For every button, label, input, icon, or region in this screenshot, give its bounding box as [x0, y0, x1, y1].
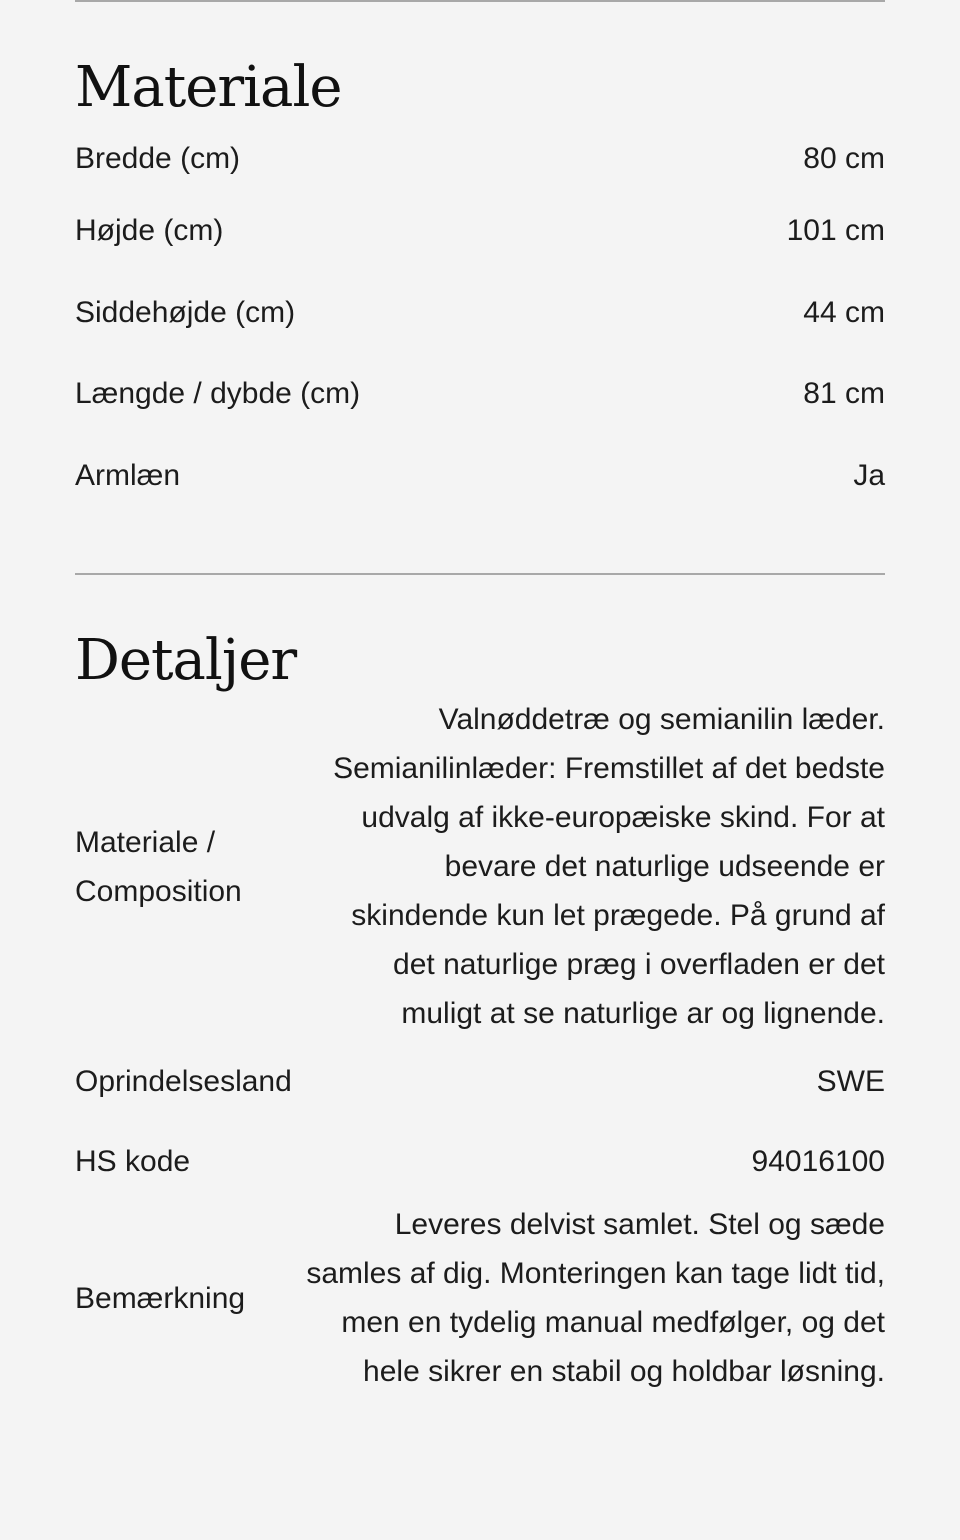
- spec-row-materiale-composition: [75, 695, 885, 1038]
- spec-row-bredde: [75, 126, 885, 190]
- detaljer-table: [75, 695, 885, 1396]
- spec-label: HS kode: [75, 1144, 191, 1178]
- spec-label: Materiale / Composition: [75, 825, 242, 908]
- spec-value: 44 cm: [803, 295, 885, 329]
- spec-label: Armlæn: [75, 458, 181, 492]
- spec-row-armlaen: [75, 435, 885, 517]
- spec-label: Bemærkning: [75, 1281, 246, 1315]
- spec-label: Højde (cm): [75, 214, 224, 248]
- spec-row-hojde: [75, 190, 885, 272]
- spec-value: Leveres delvist samlet. Stel og sæde samles af dig. Monteringen kan tage lidt tid, men en tydelig manual medfølger, og det hele sikrer en stabil og holdbar løsning.: [306, 1208, 885, 1388]
- materiale-table: [75, 126, 885, 516]
- spec-label: Bredde (cm): [75, 141, 241, 175]
- spec-row-siddehojde: [75, 272, 885, 354]
- spec-row-laengde-dybde: [75, 353, 885, 435]
- spec-row-bemaerkning: [75, 1200, 885, 1396]
- spec-row-hs-kode: [75, 1122, 885, 1200]
- spec-label: Længde / dybde (cm): [75, 377, 361, 411]
- spec-row-oprindelsesland: [75, 1040, 885, 1122]
- spec-value: 81 cm: [803, 377, 885, 411]
- materiale-section: [75, 55, 885, 516]
- section-title-detaljer: Detaljer: [75, 628, 297, 693]
- top-divider: [75, 0, 885, 2]
- spec-value: Ja: [853, 458, 885, 492]
- spec-value: 94016100: [751, 1144, 885, 1178]
- spec-value: 101 cm: [786, 214, 885, 248]
- section-divider: [75, 573, 885, 575]
- spec-value: SWE: [816, 1064, 885, 1098]
- spec-value: 80 cm: [803, 141, 885, 175]
- product-specs: [75, 0, 885, 1396]
- spec-label: Oprindelsesland: [75, 1064, 292, 1098]
- spec-label: Siddehøjde (cm): [75, 295, 296, 329]
- spec-value: Valnøddetræ og semianilin læder. Semianilinlæder: Fremstillet af det bedste udvalg af ikke-europæiske skind. For at bevare det naturlige udseende er skindende kun let prægede. På grund af det naturlige præg i overfladen er det muligt at se naturlige ar og lignende.: [333, 703, 885, 1030]
- section-title-materiale: Materiale: [75, 55, 342, 120]
- detaljer-section: [75, 628, 885, 1396]
